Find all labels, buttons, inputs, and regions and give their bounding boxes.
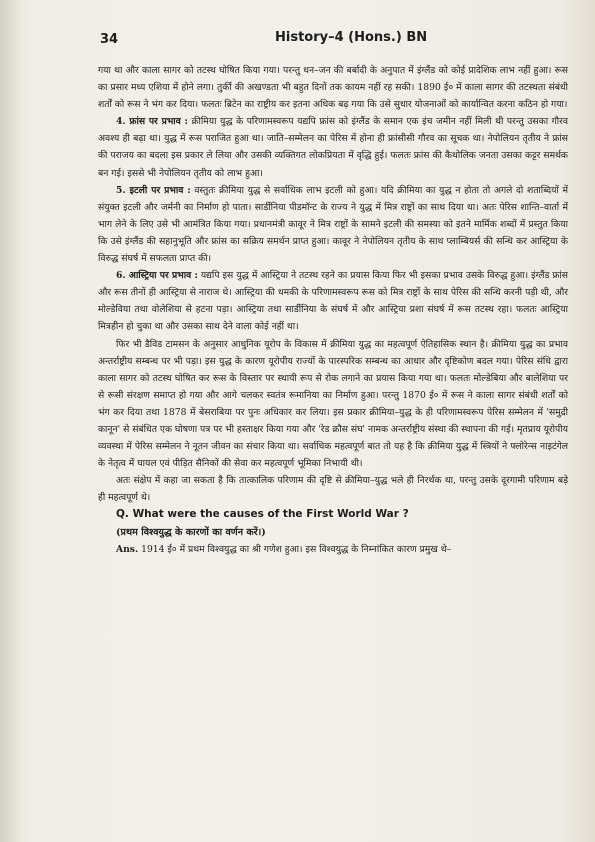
question-hindi: (प्रथम विश्वयुद्ध के कारणों का वर्णन करें।) <box>116 526 266 538</box>
paragraph-austria <box>98 267 568 335</box>
page-number: 34 <box>100 32 119 47</box>
question-english: Q. What were the causes of the First World War ? <box>116 508 409 521</box>
heading-austria: 6. आस्ट्रिया पर प्रभाव : <box>116 270 198 282</box>
paragraph-1: गया था और काला सागर को तटस्थ घोषित किया गया। परन्तु धन–जन की बर्बादी के अनुपात में इंग्लैंड को कोई प्रादेशिक लाभ नहीं हुआ। रूस का प्रसार मध्य एशिया में होने लगा। तुर्की की अखण्डता भी बहुत दिनों तक कायम नहीं रह सकी। 1890 ई० में काला सागर की तटस्थता संबंधी शर्तों को रूस ने भंग कर दिया। फलतः ब्रिटेन का राष्ट्रीय कर इतना अधिक बढ़ गया कि उसे सुधार योजनाओं को कार्यान्वित करना कठिन हो गया। <box>98 65 568 111</box>
answer-text: 1914 ई० में प्रथम विश्वयुद्ध का श्री गणेश हुआ। इस विश्वयुद्ध के निम्नांकित कारण प्रमुख थे– <box>138 543 452 555</box>
binding-shadow <box>0 0 22 842</box>
page-header <box>0 28 595 58</box>
heading-italy: 5. इटली पर प्रभाव : <box>116 184 191 196</box>
paragraph-france <box>98 113 568 181</box>
heading-france: 4. फ्रांस पर प्रभाव : <box>116 116 188 128</box>
paragraph-conclusion: अतः संक्षेप में कहा जा सकता है कि तात्कालिक परिणाम की दृष्टि से क्रीमिया–युद्ध भले ही निरर्थक था, परन्तु उसके दूरगामी परिणाम बड़े ही महत्वपूर्ण थे। <box>98 475 568 504</box>
paragraph-italy <box>98 182 568 267</box>
page-body <box>98 62 568 558</box>
running-head: History–4 (Hons.) BN <box>275 30 428 45</box>
answer-label: Ans. <box>116 543 139 555</box>
paragraph-austria-text: यद्यपि इस युद्ध में आस्ट्रिया ने तटस्थ रहने का प्रयास किया फिर भी इसका प्रभाव उसके विरुद्ध हुआ। इंग्लैंड फ्रांस और रूस तीनों ही आस्ट्रिया से नाराज थे। आस्ट्रिया की धमकी के परिणामस्वरूप रूस को मित्र राष्ट्रों के साथ पेरिस की सन्धि करनी पड़ी थी, और मोल्डेविया तथा वोलेशिया से हटना पड़ा। आस्ट्रिया तथा सार्डीनिया के संघर्ष में और आस्ट्रिया प्रशा संघर्ष में रूस तटस्थ रहा। फलतः आस्ट्रिया मित्रहीन हो चुका था और उसका साथ देने वाला कोई नहीं था। <box>98 270 569 333</box>
answer-paragraph <box>98 541 568 558</box>
paragraph-italy-text: वस्तुतः क्रीमिया युद्ध से सर्वाधिक लाभ इटली को हुआ। यदि क्रीमिया का युद्ध न होता तो अगले दो शताब्दियों में संयुक्त इटली और जर्मनी का निर्माण हो पाता। सार्डीनिया पीडमॉन्ट के राज्य ने युद्ध में मित्र राष्ट्रों का साथ दिया था। अतः पेरिस शान्ति–वार्ता में भाग लेने के लिए उसे भी आमंत्रित किया गया। प्रधानमंत्री कावूर ने मित्र राष्ट्रों के सामने इटली की समस्या को इतने मार्मिक शब्दों में प्रस्तुत किया कि उसे इंग्लैंड की सहानुभूति और फ्रांस का सक्रिय समर्थन प्राप्त हुआ। कावूर ने नेपोलियन तृतीय के साथ प्लाम्बियर्स की सन्धि कर आस्ट्रिया के विरुद्ध संघर्ष में सफलता प्राप्त की। <box>98 184 568 265</box>
paragraph-france-text: क्रीमिया युद्ध के परिणामस्वरूप यद्यपि फ्रांस को इंग्लैंड के समान एक इंच जमीन नहीं मिली थी परन्तु उसका गौरव अवश्य ही बढ़ा था। युद्ध में रूस पराजित हुआ था। जाति–सम्मेलन का पेरिस में होना ही फ्रांसीसी गौरव का सूचक था। नेपोलियन तृतीय ने फ्रांस की पराजय का बदला इस प्रकार ले लिया और उसकी व्यक्तिगत लोकप्रियता में वृद्धि हुई। फलतः फ्रांस की कैथोलिक जनता उसका कट्टर समर्थक बन गई। इससे भी नेपोलियन तृतीय को लाभ हुआ। <box>98 116 568 179</box>
paragraph-thomson: फिर भी डैविड टामसन के अनुसार आधुनिक यूरोप के विकास में क्रीमिया युद्ध का महत्वपूर्ण ऐतिहासिक स्थान है। क्रीमिया युद्ध का प्रभाव अन्तर्राष्ट्रीय सम्बन्ध पर भी पड़ा। इस युद्ध के कारण यूरोपीय राज्यों के पारस्परिक सम्बन्ध का आधार और दृष्टिकोण बदल गया। पेरिस संधि द्वारा काला सागर को तटस्थ घोषित कर रूस के विस्तार पर स्थायी रूप से रोक लगाने का प्रयास किया गया था। फलतः मोल्डेबिया और बालेशिया पर से रूसी संरक्षण समाप्त हो गया और आगे चलकर स्वतंत्र रूमानिया का निर्माण हुआ। परन्तु 1870 ई० में रूस ने काला सागर संबंधी शर्तों को भंग कर दिया तथा 1878 में बेसराबिया पर पुनः अधिकार कर लिया। इस प्रकार क्रीमिया–युद्ध के ही परिणामस्वरूप पेरिस सम्मेलन में 'समुद्री कानून' से संबंधित एक घोषणा पत्र पर भी हस्ताक्षर किया गया और 'रेड क्रौस संघ' नामक अन्तर्राष्ट्रीय संस्था की स्थापना की गई। मृतप्राय यूरोपीय व्यवस्था में पेरिस सम्मेलन ने नूतन जीवन का संचार किया था। सर्वाधिक महत्वपूर्ण बात तो यह है कि क्रीमिया युद्ध में स्त्रियों ने फ्लोरेन्स नाइटंगेल के नेतृत्व में घायल एवं पीड़ित सैनिकों की सेवा कर महत्वपूर्ण भूमिका निभायी थी। <box>98 338 568 470</box>
